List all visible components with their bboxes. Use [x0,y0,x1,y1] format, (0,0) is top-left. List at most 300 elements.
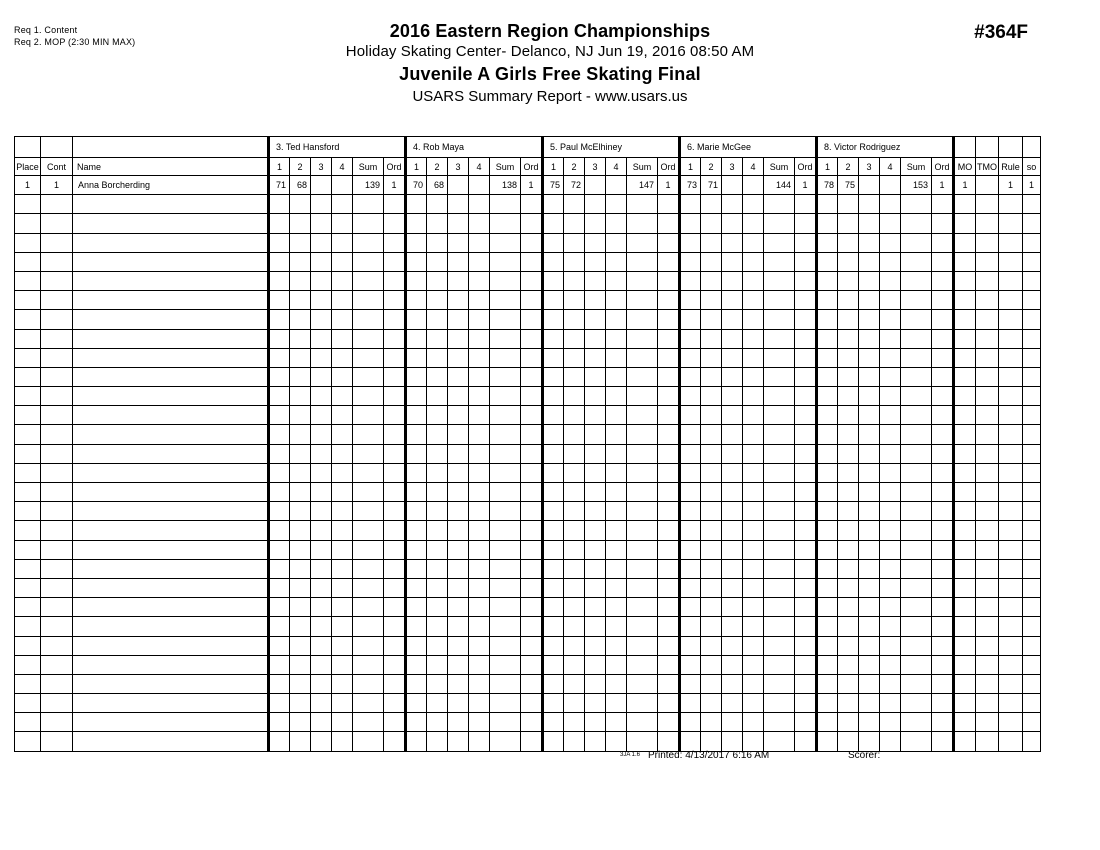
cell-empty [880,348,901,367]
cell-empty [290,233,311,252]
cell-empty [880,578,901,597]
cell-empty [353,636,384,655]
cell-empty [722,636,743,655]
cell-empty [701,732,722,751]
form-code: 3JA 1.6 [620,752,641,758]
cell-empty [384,367,406,386]
cell-empty [585,425,606,444]
cell-empty [406,540,427,559]
cell-empty [976,444,999,463]
cell-empty [269,252,290,271]
cell-empty [722,502,743,521]
cell-empty [332,233,353,252]
column-header-j2-s2: 2 [427,158,448,176]
cell-empty [290,425,311,444]
cell-empty [976,713,999,732]
cell-empty [1023,214,1041,233]
cell-empty [41,214,73,233]
cell-empty [15,559,41,578]
cell-empty [722,387,743,406]
cell-empty [901,463,932,482]
cell-empty [311,598,332,617]
cell-empty [1023,521,1041,540]
column-header-j5-ord: Ord [932,158,954,176]
cell-empty [838,636,859,655]
cell-empty [764,387,795,406]
cell-empty [658,329,680,348]
cell-empty [743,655,764,674]
cell-empty [269,578,290,597]
cell-empty [490,271,521,290]
cell-empty [73,483,269,502]
cell-empty [764,271,795,290]
cell-empty [585,559,606,578]
requirement-line-2: Req 2. MOP (2:30 MIN MAX) [14,37,136,47]
cell-empty [427,195,448,214]
cell-empty [838,598,859,617]
cell-j4-ord: 1 [795,176,817,195]
cell-empty [838,463,859,482]
cell-empty [521,559,543,578]
cell-empty [41,636,73,655]
cell-j1-s2: 68 [290,176,311,195]
cell-empty [521,578,543,597]
cell-empty [954,655,976,674]
cell-empty [564,406,585,425]
cell-empty [564,425,585,444]
cell-empty [73,348,269,367]
cell-empty [932,655,954,674]
cell-empty [627,310,658,329]
cell-empty [406,444,427,463]
cell-empty [73,387,269,406]
cell-empty [999,387,1023,406]
cell-empty [311,387,332,406]
cell-empty [795,463,817,482]
cell-empty [999,540,1023,559]
cell-empty [680,195,701,214]
cell-empty [658,387,680,406]
cell-empty [627,559,658,578]
cell-empty [332,310,353,329]
cell-empty [999,732,1023,751]
cell-empty [41,598,73,617]
cell-empty [384,674,406,693]
cell-empty [859,406,880,425]
cell-empty [521,463,543,482]
cell-empty [627,655,658,674]
cell-empty [585,713,606,732]
cell-j1-s3 [311,176,332,195]
cell-empty [999,252,1023,271]
cell-empty [384,578,406,597]
cell-empty [290,271,311,290]
column-header-j2-sum: Sum [490,158,521,176]
cell-empty [680,559,701,578]
cell-empty [521,655,543,674]
cell-empty [680,463,701,482]
table-row-empty [15,291,1041,310]
cell-empty [15,483,41,502]
cell-empty [269,559,290,578]
cell-empty [41,674,73,693]
cell-empty [901,713,932,732]
cell-empty [701,195,722,214]
cell-empty [332,195,353,214]
cell-empty [384,271,406,290]
cell-empty [859,348,880,367]
cell-empty [521,310,543,329]
cell-empty [427,713,448,732]
cell-empty [880,463,901,482]
cell-empty [627,674,658,693]
cell-empty [311,559,332,578]
cell-empty [406,463,427,482]
cell-empty [521,444,543,463]
table-row-empty [15,214,1041,233]
cell-empty [795,387,817,406]
cell-empty [658,271,680,290]
cell-empty [469,367,490,386]
cell-empty [490,483,521,502]
cell-empty [353,540,384,559]
cell-empty [880,233,901,252]
cell-empty [764,694,795,713]
cell-empty [41,271,73,290]
cell-empty [1023,252,1041,271]
cell-empty [585,367,606,386]
cell-empty [658,463,680,482]
cell-empty [954,233,976,252]
cell-empty [932,329,954,348]
cell-empty [543,694,564,713]
cell-empty [795,559,817,578]
cell-empty [585,271,606,290]
cell-empty [795,655,817,674]
cell-empty [954,425,976,444]
cell-empty [73,578,269,597]
cell-empty [658,598,680,617]
cell-empty [543,463,564,482]
cell-empty [543,387,564,406]
cell-empty [795,291,817,310]
cell-empty [427,463,448,482]
cell-j3-sum: 147 [627,176,658,195]
cell-empty [743,406,764,425]
cell-empty [658,655,680,674]
cell-empty [795,540,817,559]
cell-j5-sum: 153 [901,176,932,195]
cell-empty [427,502,448,521]
cell-empty [999,502,1023,521]
scorer-label: Scorer: [848,750,881,761]
cell-empty [521,214,543,233]
cell-empty [976,655,999,674]
cell-empty [490,214,521,233]
cell-empty [954,559,976,578]
cell-empty [332,214,353,233]
cell-empty [269,214,290,233]
cell-empty [901,271,932,290]
cell-empty [701,713,722,732]
cell-empty [932,540,954,559]
cell-empty [999,598,1023,617]
cell-empty [627,271,658,290]
report-subtitle: USARS Summary Report - www.usars.us [412,88,688,105]
cell-empty [658,502,680,521]
cell-empty [543,195,564,214]
cell-empty [932,195,954,214]
cell-empty [353,425,384,444]
cell-empty [880,252,901,271]
cell-empty [448,233,469,252]
cell-empty [585,463,606,482]
cell-empty [564,444,585,463]
cell-empty [290,732,311,751]
cell-j4-s2: 71 [701,176,722,195]
cell-empty [817,271,838,290]
cell-empty [543,559,564,578]
cell-empty [469,578,490,597]
cell-empty [521,502,543,521]
cell-empty [817,483,838,502]
cell-empty [701,521,722,540]
cell-empty [353,655,384,674]
cell-j3-ord: 1 [658,176,680,195]
cell-empty [859,655,880,674]
cell-empty [427,694,448,713]
table-row-empty [15,271,1041,290]
cell-empty [932,463,954,482]
cell-empty [521,252,543,271]
cell-empty [954,578,976,597]
cell-empty [41,521,73,540]
cell-empty [406,348,427,367]
cell-empty [543,271,564,290]
cell-empty [743,329,764,348]
cell-empty [543,233,564,252]
cell-empty [543,578,564,597]
table-row-empty [15,252,1041,271]
cell-empty [73,444,269,463]
cell-empty [406,195,427,214]
cell-empty [817,195,838,214]
cell-empty [41,713,73,732]
cell-empty [448,655,469,674]
cell-empty [606,559,627,578]
cell-empty [627,233,658,252]
cell-empty [764,502,795,521]
cell-empty [722,444,743,463]
cell-empty [1023,617,1041,636]
cell-empty [680,367,701,386]
cell-empty [954,540,976,559]
cell-empty [311,578,332,597]
cell-empty [722,195,743,214]
cell-empty [384,195,406,214]
cell-empty [859,387,880,406]
cell-empty [795,214,817,233]
cell-empty [658,713,680,732]
cell-empty [932,674,954,693]
cell-empty [606,425,627,444]
cell-empty [469,252,490,271]
judge-header-spacer [954,137,976,158]
cell-j5-s1: 78 [817,176,838,195]
cell-empty [722,578,743,597]
cell-empty [564,617,585,636]
cell-j2-ord: 1 [521,176,543,195]
cell-empty [838,329,859,348]
cell-empty [41,502,73,521]
cell-empty [427,444,448,463]
page-title: 2016 Eastern Region Championships [389,21,711,41]
cell-empty [817,252,838,271]
cell-empty [932,617,954,636]
cell-empty [384,655,406,674]
cell-empty [701,252,722,271]
cell-empty [880,559,901,578]
column-header-j2-s1: 1 [406,158,427,176]
cell-empty [427,655,448,674]
cell-empty [448,636,469,655]
cell-empty [448,387,469,406]
cell-empty [743,310,764,329]
cell-empty [427,406,448,425]
cell-empty [722,521,743,540]
cell-empty [585,694,606,713]
cell-empty [606,521,627,540]
cell-empty [764,463,795,482]
cell-empty [764,444,795,463]
cell-empty [701,617,722,636]
table-row-empty [15,406,1041,425]
cell-empty [427,540,448,559]
cell-empty [701,291,722,310]
cell-empty [859,271,880,290]
cell-empty [332,578,353,597]
cell-empty [41,483,73,502]
cell-empty [901,348,932,367]
cell-empty [764,559,795,578]
cell-empty [269,348,290,367]
cell-empty [290,463,311,482]
cell-empty [817,694,838,713]
cell-empty [680,521,701,540]
cell-empty [817,598,838,617]
cell-empty [311,252,332,271]
cell-empty [469,617,490,636]
cell-empty [564,483,585,502]
cell-empty [976,636,999,655]
cell-empty [880,732,901,751]
table-row-empty [15,195,1041,214]
cell-empty [41,559,73,578]
cell-empty [406,310,427,329]
cell-empty [384,598,406,617]
cell-empty [564,732,585,751]
cell-empty [521,598,543,617]
cell-empty [859,636,880,655]
cell-empty [859,732,880,751]
cell-so: 1 [1023,176,1041,195]
cell-empty [932,578,954,597]
cell-empty [1023,291,1041,310]
cell-empty [901,406,932,425]
cell-rule: 1 [999,176,1023,195]
cell-empty [41,291,73,310]
cell-empty [880,617,901,636]
cell-empty [15,348,41,367]
cell-empty [764,252,795,271]
cell-empty [976,195,999,214]
cell-empty [427,252,448,271]
cell-empty [722,329,743,348]
cell-empty [658,425,680,444]
cell-empty [311,540,332,559]
cell-empty [15,425,41,444]
cell-empty [701,598,722,617]
cell-empty [932,233,954,252]
cell-empty [999,291,1023,310]
cell-empty [521,694,543,713]
cell-empty [41,329,73,348]
column-header-j3-s2: 2 [564,158,585,176]
cell-empty [976,214,999,233]
cell-empty [543,655,564,674]
cell-empty [722,617,743,636]
cell-empty [701,502,722,521]
cell-empty [311,195,332,214]
cell-empty [999,694,1023,713]
cell-empty [427,521,448,540]
table-row-empty [15,540,1041,559]
cell-empty [1023,540,1041,559]
cell-empty [332,483,353,502]
cell-empty [1023,713,1041,732]
cell-empty [564,233,585,252]
cell-empty [932,502,954,521]
cell-empty [585,483,606,502]
cell-empty [999,521,1023,540]
cell-empty [795,636,817,655]
printed-timestamp: Printed: 4/13/2017 6:16 AM [648,750,770,761]
cell-empty [795,406,817,425]
cell-empty [290,617,311,636]
cell-empty [543,713,564,732]
cell-empty [406,291,427,310]
cell-empty [311,713,332,732]
cell-empty [880,655,901,674]
cell-empty [469,713,490,732]
cell-empty [469,271,490,290]
cell-empty [817,444,838,463]
cell-empty [564,674,585,693]
cell-empty [521,425,543,444]
cell-empty [384,233,406,252]
cell-empty [384,732,406,751]
cell-empty [406,636,427,655]
cell-empty [490,617,521,636]
cell-j4-sum: 144 [764,176,795,195]
column-header-j5-s3: 3 [859,158,880,176]
table-row-empty [15,617,1041,636]
cell-empty [606,367,627,386]
cell-empty [41,463,73,482]
cell-empty [859,540,880,559]
cell-empty [627,406,658,425]
cell-empty [15,387,41,406]
